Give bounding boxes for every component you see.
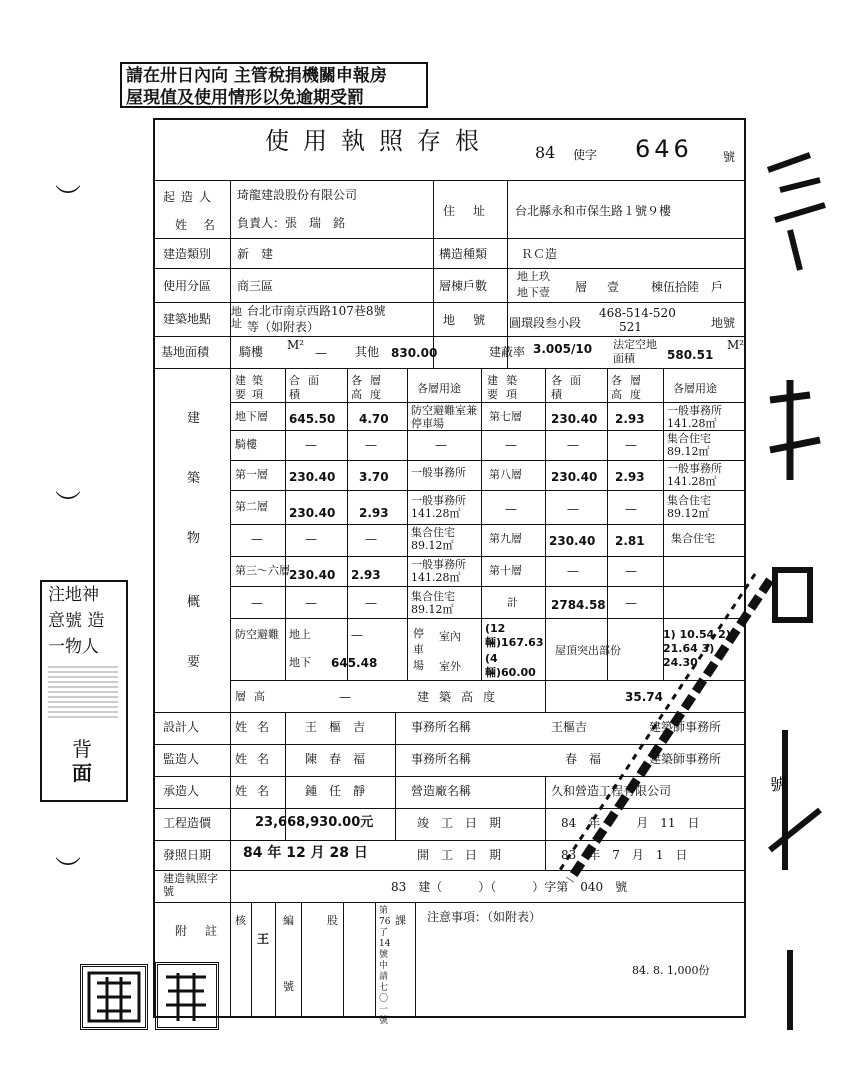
side-note-line: 背: [72, 737, 92, 761]
person-office: 久和營造工程有限公司: [551, 784, 672, 798]
row-use: 集合住宅89.12㎡: [411, 526, 455, 552]
remark-col: 核: [235, 914, 246, 927]
notice-line-2: 屋現值及使用情形以免逾期受罰: [126, 88, 364, 108]
side-note-line: 面: [72, 761, 92, 785]
person-office-suffix: 建築師事務所: [649, 752, 722, 766]
row-use-right: 一般事務所141.28㎡: [667, 462, 722, 488]
person-office-label: 事務所名稱: [411, 752, 472, 766]
form-title: 使用執照存根: [265, 127, 493, 155]
remark-col: 號: [283, 980, 294, 993]
permit-year: 84: [535, 143, 556, 162]
parking-outdoor-value: (4輛)60.00: [485, 652, 536, 679]
row-area: —: [305, 596, 317, 610]
person-office-suffix: 建築師事務所: [649, 720, 722, 734]
open-space-unit: M²: [727, 338, 745, 352]
floors-ceng: 層: [575, 280, 588, 294]
remark-col: 王: [257, 932, 270, 946]
row-use: 一般事務所141.28㎡: [411, 494, 466, 520]
open-space-value: 580.51: [667, 348, 714, 362]
shelter-below-value: 645.48: [331, 656, 378, 670]
person-name: 鍾 任 靜: [305, 784, 366, 798]
storey-value: —: [339, 690, 351, 704]
cost-label: 工程造價: [163, 816, 212, 830]
name-label: 姓名: [175, 218, 232, 232]
approval-stamp-text: 第76了14號中請七〇一號: [379, 906, 391, 1026]
person-name: 陳 春 福: [305, 752, 366, 766]
notice-line-1: 請在卅日內向 主管稅捐機關申報房: [126, 66, 387, 86]
row-item-right: —: [505, 502, 517, 516]
site-label: 建築地點: [163, 312, 212, 326]
diagonal-stamp-mark: [540, 560, 840, 960]
row-use: 一般事務所: [411, 466, 466, 479]
row-height: —: [365, 532, 377, 546]
row-use: 集合住宅89.12㎡: [411, 590, 455, 616]
other-label: 其他: [355, 345, 380, 359]
row-item: 騎樓: [235, 438, 257, 451]
building-type-value: 新 建: [237, 247, 274, 261]
issue-date-label: 發照日期: [163, 848, 212, 862]
faded-seal: [48, 666, 118, 718]
remark-col: 課: [395, 914, 406, 927]
row-item: —: [251, 596, 263, 610]
row-height: 2.93: [359, 506, 389, 520]
row-height: —: [365, 596, 377, 610]
overview-vlabel: 建: [187, 411, 201, 426]
base-area-label: 基地面積: [161, 345, 210, 359]
building-height-value: 35.74: [625, 690, 663, 704]
shelter-above-label: 地上: [289, 628, 311, 641]
company-name: 琦龍建設股份有限公司: [237, 188, 358, 202]
other-value: 830.00: [391, 346, 438, 360]
row-area-right: 230.40: [549, 534, 596, 548]
site-address-2: 等（如附表）: [247, 320, 320, 334]
row-item: 第一層: [235, 468, 268, 481]
row-area-right: —: [567, 564, 579, 578]
table-header: 各層高度: [351, 374, 389, 401]
building-height-label: 建築高度: [417, 690, 506, 704]
row-use-right: 集合住宅89.12㎡: [667, 494, 711, 520]
row-item-right: 第十層: [489, 564, 522, 577]
coverage-value: 3.005/10: [533, 342, 593, 356]
remark-col: 股: [327, 914, 338, 927]
start-date: 83 年 7 月 1 日: [561, 848, 688, 862]
arcade-label: 騎樓: [239, 345, 264, 359]
person-office: 王樞吉: [551, 720, 588, 734]
person-name-label: 姓名: [235, 720, 280, 734]
lot-section: 圓環段叁小段: [509, 316, 582, 330]
row-height-right: 2.93: [615, 412, 645, 426]
remark-note: 注意事項：（如附表）: [427, 910, 542, 924]
parking-outdoor-label: 室外: [439, 660, 461, 673]
row-height-right: —: [625, 502, 637, 516]
row-height-right: 2.93: [615, 470, 645, 484]
parking-label: 停車場: [413, 627, 424, 672]
applicant-label: 起造人: [163, 190, 218, 204]
person-role: 監造人: [163, 752, 200, 766]
coverage-label: 建蔽率: [489, 345, 526, 359]
row-height-right: —: [625, 438, 637, 452]
table-header: 合面積: [289, 374, 327, 401]
permit-zi: 使字: [573, 148, 598, 162]
arcade-value: —: [315, 346, 327, 360]
table-header: 各層用途: [673, 382, 717, 395]
person-name-label: 姓名: [235, 784, 280, 798]
person-office: 春 福: [565, 752, 602, 766]
row-height-right: —: [625, 564, 637, 578]
row-area-right: —: [567, 438, 579, 452]
row-height-right: 2.81: [615, 534, 645, 548]
lot-numbers: 468-514-520: [599, 306, 676, 320]
roof-values: 1) 10.54 2) 21.64 3) 24.30: [663, 628, 731, 669]
side-note-line: 一物人: [48, 637, 99, 657]
row-area: 230.40: [289, 568, 336, 582]
usage-zone-label: 使用分區: [163, 279, 212, 293]
floors-above: 地上玖: [517, 270, 550, 283]
parking-indoor-label: 室內: [439, 630, 461, 643]
permit-number: 646: [635, 135, 693, 163]
issue-date: 84 年 12 月 28 日: [243, 845, 368, 861]
representative: 負責人：張 瑞 銘: [237, 216, 346, 230]
completion-date: 84 年 月 11 日: [561, 816, 700, 830]
row-use: 一般事務所141.28㎡: [411, 558, 466, 584]
site-address-lead: 地址: [231, 305, 242, 330]
person-name: 王 樞 吉: [305, 720, 366, 734]
parking-indoor-value: (12輛)167.63: [485, 622, 544, 649]
row-use: —: [435, 438, 447, 452]
row-area: 230.40: [289, 506, 336, 520]
row-item-right: 第七層: [489, 410, 522, 423]
arcade-unit: M²: [287, 338, 305, 352]
row-use-right: 集合住宅: [671, 532, 715, 545]
table-header: 各面積: [551, 374, 589, 401]
binding-mark: ︶: [55, 490, 82, 520]
remark-label: 附註: [175, 924, 236, 938]
usage-zone-value: 商三區: [237, 279, 274, 293]
lot-suffix: 地號: [711, 316, 736, 330]
official-seal-1: [80, 964, 148, 1030]
row-height: 2.93: [351, 568, 381, 582]
lot-label: 地號: [443, 313, 504, 327]
row-area-right: 230.40: [551, 412, 598, 426]
row-item-right: 第八層: [489, 468, 522, 481]
table-header: 各層高度: [611, 374, 649, 401]
cost-value: 23,668,930.00元: [255, 815, 374, 830]
overview-vlabel: 物: [187, 531, 201, 546]
row-height-right: —: [625, 596, 637, 610]
binding-mark: ︶: [55, 856, 82, 886]
lot-numbers-2: 521: [619, 320, 642, 334]
binding-mark: ︶: [55, 184, 82, 214]
svg-text:號: 號: [770, 775, 787, 794]
applicant-address: 台北縣永和市保生路１號９樓: [515, 204, 672, 218]
row-area: 645.50: [289, 412, 336, 426]
overview-vlabel: 概: [187, 595, 201, 610]
row-item: 第三～六層: [235, 564, 290, 577]
shelter-below-label: 地下: [289, 656, 311, 669]
row-use: 防空避難室兼停車場: [411, 404, 477, 430]
completion-label: 竣工日期: [417, 816, 514, 830]
notice-stamp: [120, 62, 428, 108]
row-area-right: —: [567, 502, 579, 516]
row-use-right: 一般事務所141.28㎡: [667, 404, 722, 430]
start-label: 開工日期: [417, 848, 514, 862]
shelter-label: 防空避難: [235, 628, 279, 641]
row-height: 3.70: [359, 470, 389, 484]
person-office-label: 營造廠名稱: [411, 784, 472, 798]
row-item-right: —: [505, 438, 517, 452]
building-type-label: 建造類別: [163, 247, 212, 261]
row-item: 地下層: [235, 410, 268, 423]
person-office-label: 事務所名稱: [411, 720, 472, 734]
person-role: 承造人: [163, 784, 200, 798]
open-space-label: 法定空地面積: [613, 338, 657, 365]
table-header: 建築要項: [487, 374, 525, 401]
remark-col: 編: [283, 914, 294, 927]
structure-value: ＲＣ造: [521, 247, 558, 261]
person-role: 設計人: [163, 720, 200, 734]
overview-vlabel: 築: [187, 471, 201, 486]
side-note-box: [40, 580, 128, 802]
storey-label: 層高: [235, 690, 273, 703]
row-use-right: 集合住宅89.12㎡: [667, 432, 711, 458]
building-count: 壹: [607, 280, 620, 294]
floors-below: 地下壹: [517, 286, 550, 299]
shelter-above-value: —: [351, 628, 363, 642]
row-area-right: 230.40: [551, 470, 598, 484]
row-area-right: 2784.58: [551, 598, 606, 612]
floor-count-label: 層棟戶數: [439, 279, 488, 293]
site-address: 台北市南京西路107巷8號: [247, 304, 386, 318]
address-label: 住址: [443, 204, 504, 218]
row-item: 第二層: [235, 500, 268, 513]
row-item-right: 第九層: [489, 532, 522, 545]
row-area: 230.40: [289, 470, 336, 484]
table-header: 建築要項: [235, 374, 269, 401]
unit-count: 棟伍拾陸 戶: [651, 280, 724, 294]
row-height: —: [365, 438, 377, 452]
build-permit-label: 建造執照字號: [163, 872, 218, 898]
row-item-right: 計: [507, 596, 518, 609]
side-note-line: 注地神: [48, 585, 99, 605]
row-area: —: [305, 532, 317, 546]
side-note-line: 意號 造: [48, 611, 105, 631]
roof-label: 屋頂突出部份: [555, 644, 621, 657]
permit-hao: 號: [723, 150, 736, 164]
overview-vlabel: 要: [187, 655, 201, 670]
print-mark: 84. 8. 1,000份: [632, 964, 710, 977]
person-name-label: 姓名: [235, 752, 280, 766]
structure-label: 構造種類: [439, 247, 488, 261]
row-area: —: [305, 438, 317, 452]
build-permit-value: 83 建（ ）（ ）字第 040 號: [391, 880, 628, 894]
row-item: —: [251, 532, 263, 546]
table-header: 各層用途: [417, 382, 461, 395]
row-height: 4.70: [359, 412, 389, 426]
